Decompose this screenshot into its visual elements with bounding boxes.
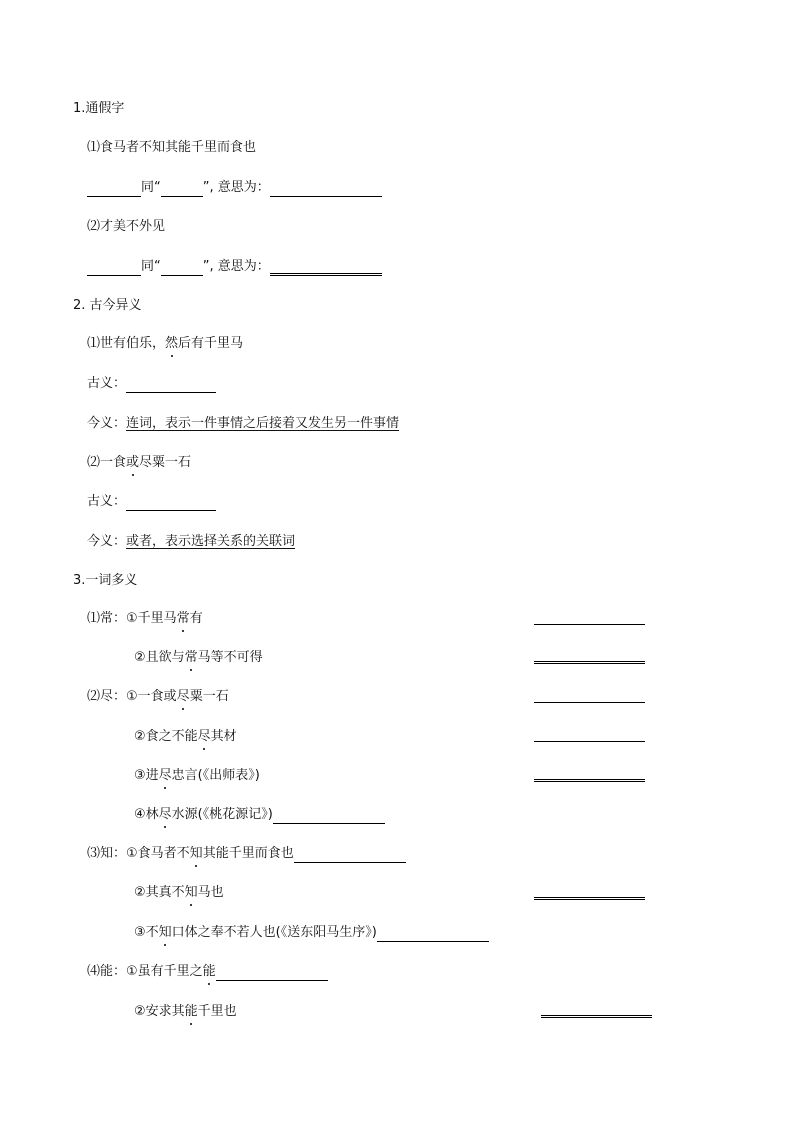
emphasis-char: 尽 bbox=[176, 689, 190, 704]
answer-blank[interactable] bbox=[126, 378, 216, 393]
emphasis-char: 常 bbox=[184, 650, 198, 665]
emphasis-char: 知 bbox=[184, 885, 198, 900]
gu-yi-line-1: 古义： bbox=[87, 375, 216, 393]
question-3-3-3: ③不知口体之奉不若人也(《送东阳马生序》) bbox=[134, 924, 489, 942]
answer-blank[interactable] bbox=[270, 182, 382, 197]
answer-blank[interactable] bbox=[294, 848, 406, 863]
answer-blank[interactable] bbox=[87, 182, 141, 197]
question-2-2: ⑵一食或尽粟一石 bbox=[87, 455, 192, 470]
emphasis-char: 能 bbox=[202, 964, 216, 979]
answer-blank[interactable] bbox=[377, 927, 489, 942]
answer-blank[interactable] bbox=[216, 966, 328, 981]
answer-blank[interactable] bbox=[534, 779, 645, 782]
question-3-3-1: ⑶知：①食马者不知其能千里而食也 bbox=[87, 845, 406, 863]
question-1-1: ⑴食马者不知其能千里而食也 bbox=[87, 140, 257, 155]
answer-blank[interactable] bbox=[161, 182, 203, 197]
emphasis-char: 能 bbox=[184, 1004, 198, 1019]
gu-yi-line-2: 古义： bbox=[87, 493, 216, 511]
section-1-title: 1.通假字 bbox=[73, 101, 125, 116]
question-2-1: ⑴世有伯乐，然后有千里马 bbox=[87, 336, 244, 351]
answer-blank[interactable] bbox=[534, 741, 645, 742]
answer-blank[interactable] bbox=[534, 624, 645, 625]
emphasis-char: 知 bbox=[189, 846, 203, 861]
question-3-1-1: ⑴常：①千里马常有 bbox=[87, 611, 203, 626]
question-3-4-1: ⑷能：①虽有千里之能 bbox=[87, 963, 328, 981]
question-3-3-2: ②其真不知马也 bbox=[134, 885, 224, 900]
emphasis-char: 知 bbox=[158, 925, 172, 940]
answer-blank[interactable] bbox=[273, 809, 385, 824]
question-3-2-2: ②食之不能尽其材 bbox=[134, 729, 237, 744]
answer-blank[interactable] bbox=[534, 661, 645, 664]
section-2-title: 2. 古今异义 bbox=[73, 298, 142, 313]
answer-blank[interactable] bbox=[534, 897, 645, 900]
answer-blank[interactable] bbox=[534, 702, 645, 703]
answer-line-1-1: 同“ ”, 意思为： bbox=[87, 179, 382, 197]
section-3-title: 3.一词多义 bbox=[73, 573, 138, 588]
answer-blank[interactable] bbox=[161, 261, 203, 276]
question-3-2-1: ⑵尽：①一食或尽粟一石 bbox=[87, 689, 229, 704]
answer-blank[interactable] bbox=[270, 259, 382, 276]
emphasis-char: 尽 bbox=[158, 807, 172, 822]
emphasis-char: 然 bbox=[165, 336, 179, 351]
emphasis-char: 尽 bbox=[158, 768, 172, 783]
answer-line-1-2: 同“ ”, 意思为： bbox=[87, 258, 382, 276]
question-1-2: ⑵才美不外见 bbox=[87, 219, 166, 234]
jin-yi-line-2: 今义：或者，表示选择关系的关联词 bbox=[87, 534, 296, 549]
question-3-1-2: ②且欲与常马等不可得 bbox=[134, 650, 263, 665]
jin-yi-line-1: 今义：连词，表示一件事情之后接着又发生另一件事情 bbox=[87, 416, 400, 431]
answer-blank[interactable] bbox=[126, 496, 216, 511]
emphasis-char: 尽 bbox=[197, 729, 211, 744]
answer-blank[interactable] bbox=[87, 261, 141, 276]
emphasis-char: 常 bbox=[176, 611, 190, 626]
question-3-2-3: ③进尽忠言(《出师表》) bbox=[134, 768, 260, 783]
answer-blank[interactable] bbox=[541, 1015, 652, 1018]
emphasis-char: 或 bbox=[126, 455, 140, 470]
question-3-2-4: ④林尽水源(《桃花源记》) bbox=[134, 806, 385, 824]
question-3-4-2: ②安求其能千里也 bbox=[134, 1004, 237, 1019]
